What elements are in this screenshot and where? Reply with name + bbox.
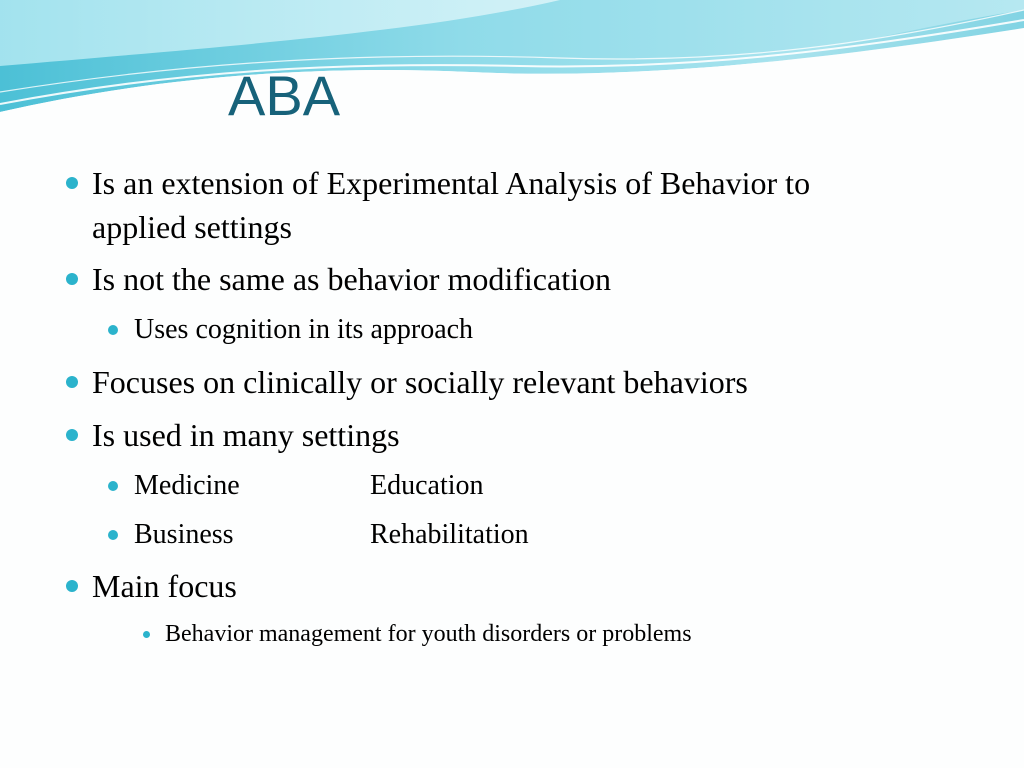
sub-bullet-dot bbox=[108, 481, 118, 491]
bullet-dot bbox=[66, 429, 78, 441]
sub-bullet-item-cognition: Uses cognition in its approach bbox=[134, 314, 474, 345]
bullet-dot bbox=[66, 580, 78, 592]
bullet-item-2: Is not the same as behavior modification bbox=[92, 261, 611, 297]
setting-medicine: Medicine bbox=[134, 470, 240, 501]
setting-rehabilitation: Rehabilitation bbox=[370, 519, 529, 550]
sub-sub-bullet-dot bbox=[143, 631, 150, 638]
bullet-item-5: Main focus bbox=[92, 568, 237, 604]
setting-education: Education bbox=[370, 470, 484, 501]
bullet-item-1-line-2: applied settings bbox=[92, 209, 292, 245]
slide-title: ABA bbox=[228, 64, 341, 127]
bullet-dot bbox=[66, 273, 78, 285]
bullet-item-4: Is used in many settings bbox=[92, 417, 400, 453]
bullet-dot bbox=[66, 376, 78, 388]
bullet-item-3: Focuses on clinically or socially relevant behaviors bbox=[92, 364, 748, 400]
bullet-dot bbox=[66, 177, 78, 189]
sub-bullet-dot bbox=[108, 325, 118, 335]
sub-bullet-item-behavior-management: Behavior management for youth disorders or problems bbox=[165, 621, 692, 647]
bullet-item-1-line-1: Is an extension of Experimental Analysis of Behavior to bbox=[92, 165, 811, 201]
sub-bullet-dot bbox=[108, 530, 118, 540]
setting-business: Business bbox=[134, 519, 234, 550]
